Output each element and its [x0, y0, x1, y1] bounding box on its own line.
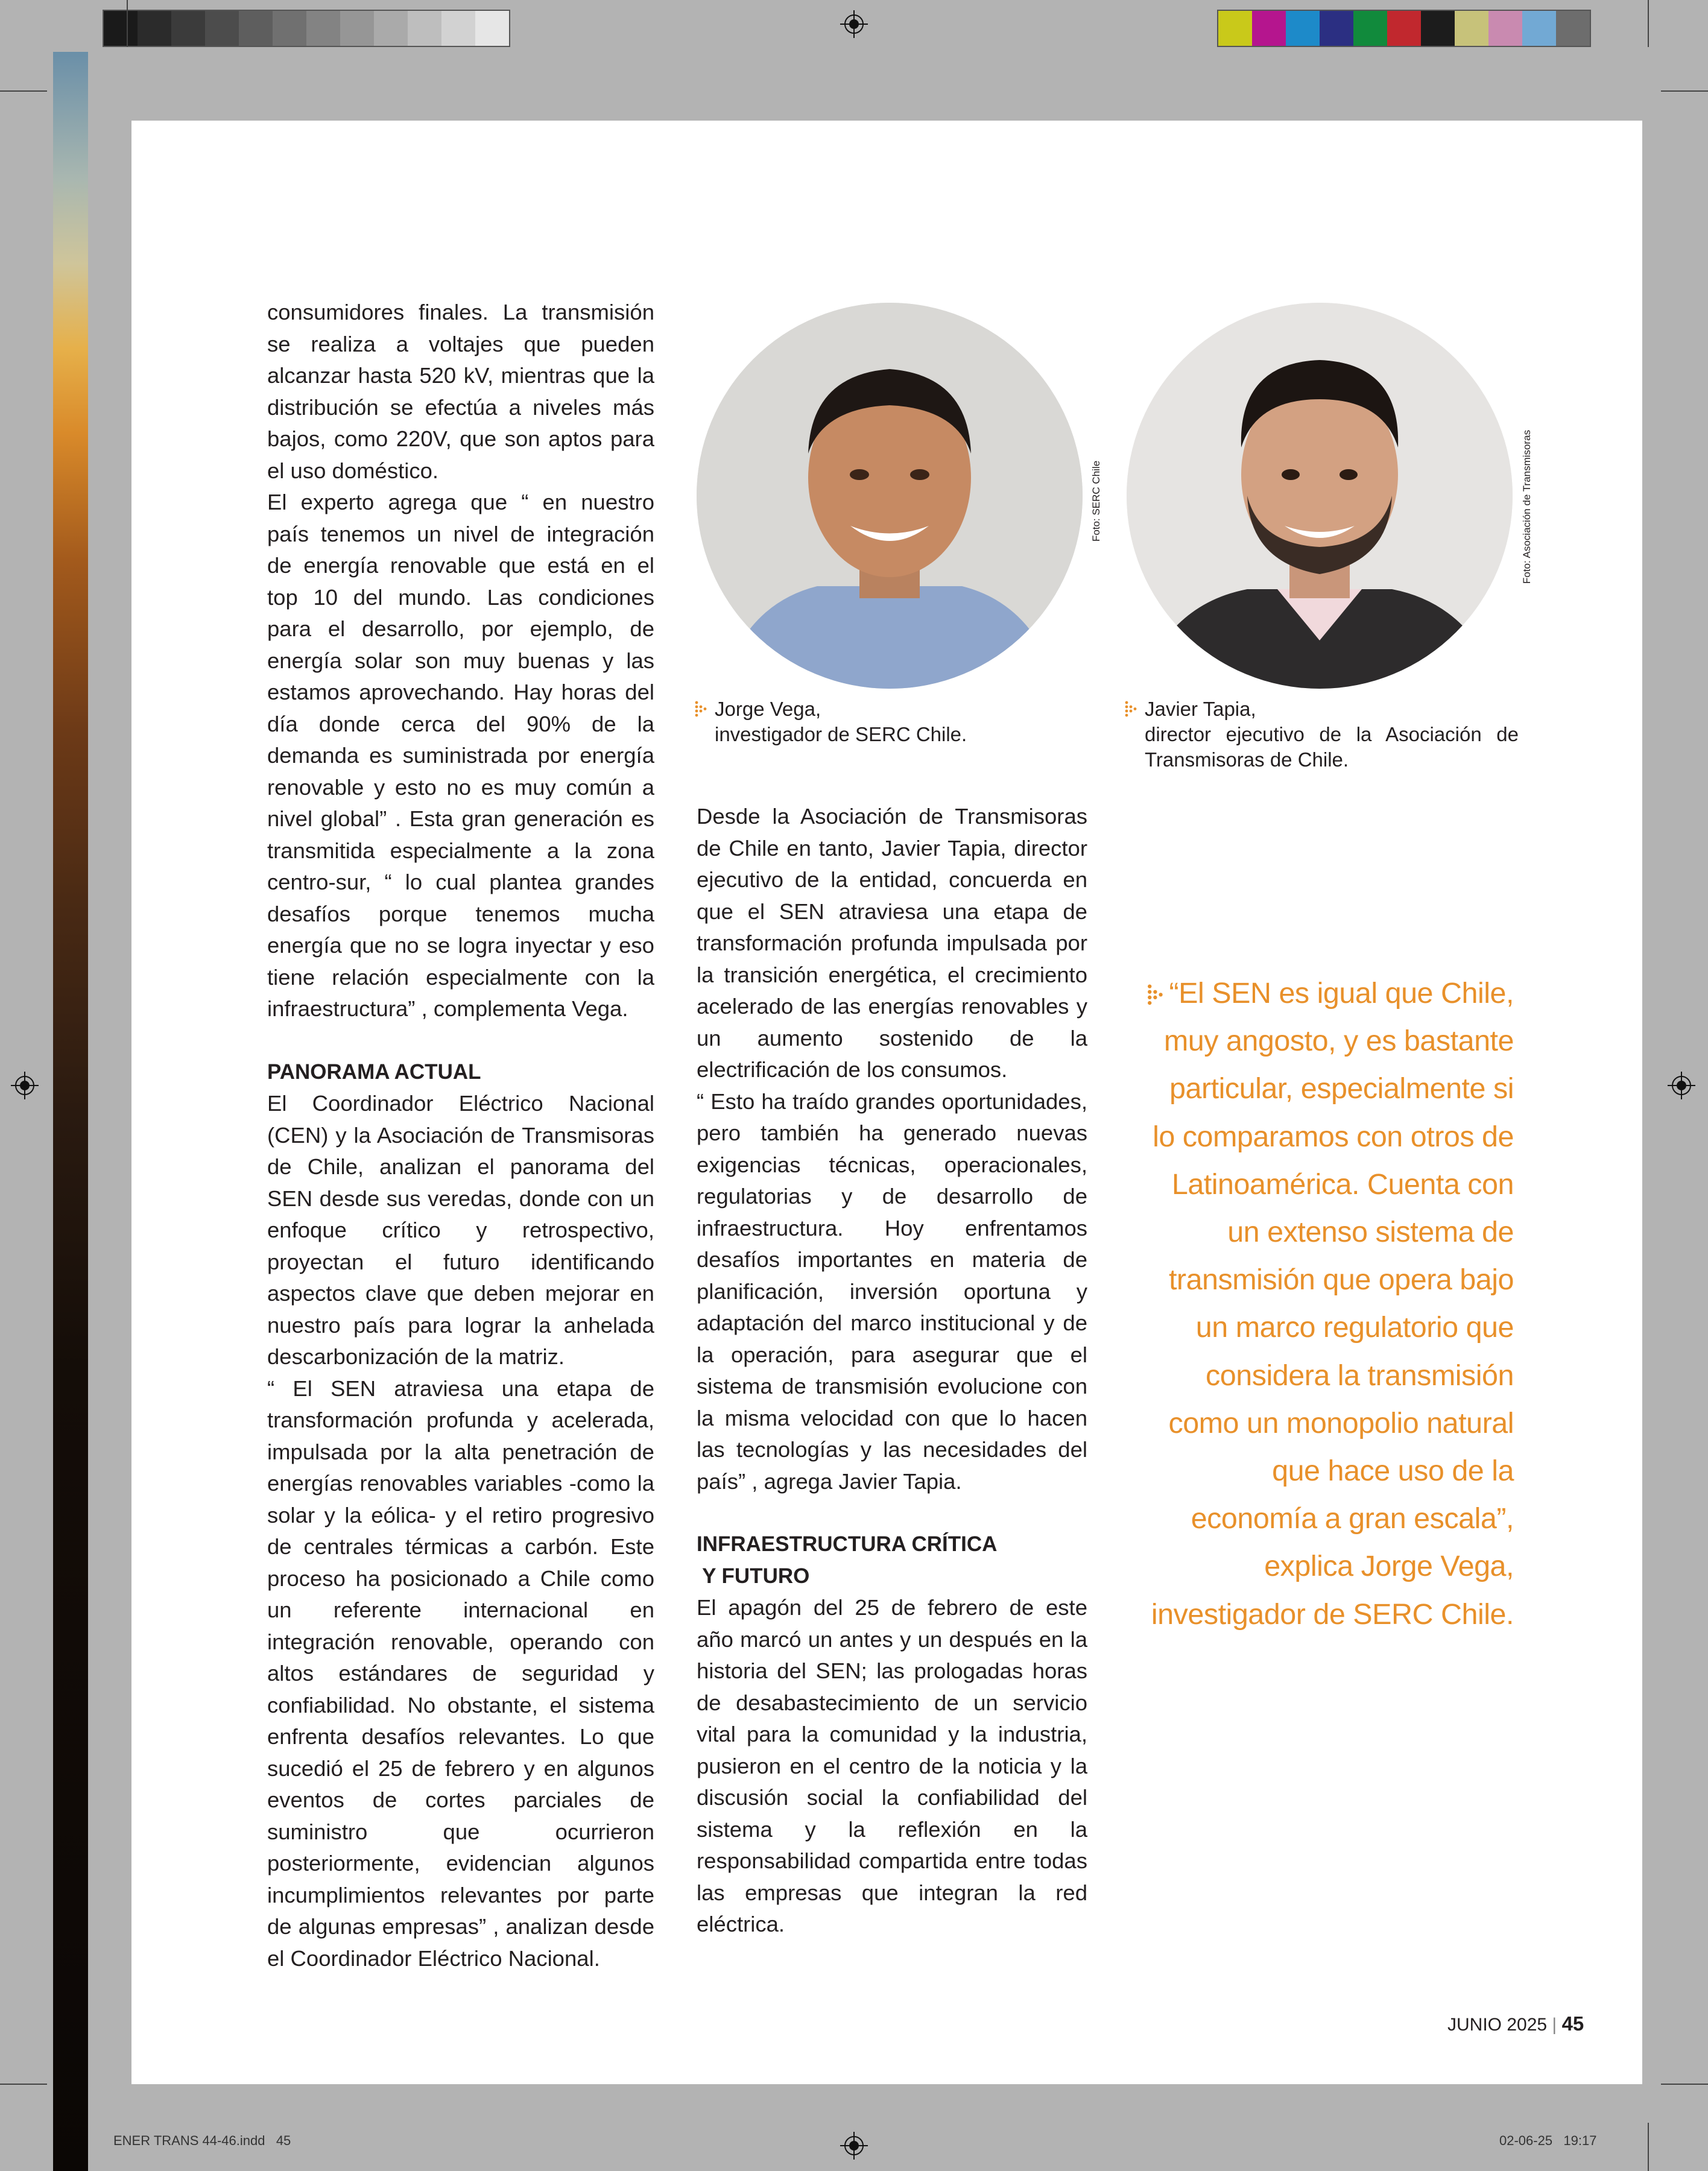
body-paragraph: “ El SEN atraviesa una etapa de transformación profunda y acelerada, impulsada por la alta penetración de energías renovables variables -como la solar y la eólica- y el retiro progresivo de centrales térmicas a carbón. Este proceso ha posicionado a Chile como un referente internacional en integración renovable, operando con altos estándares de seguridad y confiabilidad. No obstante, el sistema enfrenta desafíos relevantes. Lo que sucedió el 25 de febrero y en algunos eventos de cortes parciales de suministro que ocurrieron posteriormente, evidencian algunos incumplimientos relevantes por parte de algunas empresas” , analizan desde el Coordinador Eléctrico Nacional. — [267, 1376, 654, 1971]
crop-mark — [1648, 0, 1649, 47]
gray-swatch — [441, 11, 475, 46]
left-text-column — [267, 297, 654, 1974]
color-swatch — [1421, 11, 1455, 46]
crop-mark — [1661, 90, 1708, 92]
bleed-image-strip — [53, 52, 88, 2171]
body-paragraph: El Coordinador Eléctrico Nacional (CEN) y la Asociación de Transmisoras de Chile, analizan el panorama del SEN desde sus veredas, donde con un enfoque crítico y retrospectivo, proyectan el futuro identificando aspectos clave que deben mejorar en nuestro país para lograr la anhelada descarbonización de la matriz. — [267, 1091, 654, 1369]
section-heading: PANORAMA ACTUAL — [267, 1060, 481, 1084]
page-number: 45 — [1561, 2012, 1584, 2035]
crop-mark — [127, 0, 128, 47]
color-swatch — [1218, 11, 1252, 46]
dotted-arrow-icon — [1124, 700, 1140, 718]
gray-swatch — [239, 11, 273, 46]
gray-swatch — [104, 11, 138, 46]
gray-swatch — [475, 11, 509, 46]
section-heading — [697, 1529, 1087, 1592]
color-swatch — [1252, 11, 1286, 46]
slug-file: ENER TRANS 44-46.indd 45 — [113, 2133, 291, 2148]
color-calibration-bar — [1217, 10, 1591, 47]
section-heading-line: Y FUTURO — [697, 1564, 810, 1588]
crop-mark — [1661, 2084, 1708, 2085]
color-swatch — [1353, 11, 1387, 46]
gray-swatch — [374, 11, 408, 46]
gray-swatch — [340, 11, 374, 46]
body-paragraph: consumidores finales. La transmisión se realiza a voltajes que pueden alcanzar hasta 520 kV, mientras que la distribución se efectúa a niveles más bajos, como 220V, que son aptos para el uso doméstico. — [267, 300, 654, 483]
portrait-jorge-vega — [697, 303, 1083, 689]
gray-swatch — [205, 11, 239, 46]
registration-target-icon — [840, 10, 868, 38]
photo-caption — [1145, 697, 1519, 773]
color-swatch — [1320, 11, 1353, 46]
registration-target-icon — [1668, 1072, 1695, 1099]
photo-credit: Foto: SERC Chile — [1090, 460, 1102, 542]
issue-date: JUNIO 2025 — [1447, 2015, 1548, 2035]
gray-calibration-bar — [103, 10, 510, 47]
gray-swatch — [306, 11, 340, 46]
body-paragraph: El apagón del 25 de febrero de este año marcó un antes y un después en la historia del SEN; las prologadas horas de desabastecimiento de un servicio vital para la comunidad y la industria, pusieron en el centro de la noticia y la discusión social la confiabilidad del sistema y la reflexión en la responsabilidad compartida entre todas las empresas que integran la red eléctrica. — [697, 1595, 1087, 1936]
body-paragraph: “ Esto ha traído grandes oportunidades, pero también ha generado nuevas exigencias técnicas, operacionales, regulatorias y de desarrollo de infraestructura. Hoy enfrentamos desafíos importantes en materia de planificación, inversión oportuna y adaptación del marco institucional y de la operación, para asegurar que el sistema de transmisión evolucione con la misma velocidad con que lo hacen las tecnologías y las necesidades del país” , agrega Javier Tapia. — [697, 1089, 1087, 1494]
gray-swatch — [138, 11, 171, 46]
gray-swatch — [273, 11, 306, 46]
color-swatch — [1387, 11, 1421, 46]
crop-mark — [1648, 2123, 1649, 2171]
folio-separator: | — [1552, 2015, 1557, 2035]
body-paragraph: Desde la Asociación de Transmisoras de Chile en tanto, Javier Tapia, director ejecutivo de la entidad, concuerda en que el SEN atraviesa una etapa de transformación profunda impulsada por la transición energética, el crecimiento acelerado de las energías renovables y un aumento sostenido de la electrificación de los consumos. — [697, 804, 1087, 1082]
slug-date: 02-06-25 19:17 — [1499, 2133, 1597, 2148]
registration-target-icon — [840, 2132, 868, 2160]
middle-text-column — [697, 801, 1087, 1941]
photo-caption — [715, 697, 980, 747]
caption-role: investigador de SERC Chile. — [715, 723, 967, 745]
caption-name: Javier Tapia, — [1145, 698, 1256, 720]
crop-mark — [0, 2084, 47, 2085]
dotted-arrow-icon — [1147, 983, 1167, 1007]
color-swatch — [1455, 11, 1488, 46]
gray-swatch — [408, 11, 441, 46]
registration-target-icon — [11, 1072, 39, 1099]
page-folio — [1447, 2012, 1584, 2035]
body-paragraph: El experto agrega que “ en nuestro país tenemos un nivel de integración de energía renovable que está en el top 10 del mundo. Las condiciones para el desarrollo, por ejemplo, de energía solar son muy buenas y las estamos aprovechando. Hay horas del día donde cerca del 90% de la demanda es suministrada por energía renovable y esto no es muy común a nivel global” . Esta gran generación es transmitida especialmente a la zona centro-sur, “ lo cual plantea grandes desafíos porque tenemos mucha energía que no se logra inyectar y eso tiene relación especialmente con la infraestructura” , complementa Vega. — [267, 490, 654, 1021]
color-swatch — [1488, 11, 1522, 46]
gray-swatch — [171, 11, 205, 46]
portrait-javier-tapia — [1127, 303, 1513, 689]
color-swatch — [1556, 11, 1590, 46]
dotted-arrow-icon — [694, 700, 710, 718]
color-swatch — [1286, 11, 1320, 46]
section-heading-line: INFRAESTRUCTURA CRÍTICA — [697, 1532, 998, 1556]
pull-quote-text: “El SEN es igual que Chile, muy angosto, y es bastante particular, especialmente si lo comparamos con otros de Latinoamérica. Cuenta con un extenso sistema de transmisión que opera bajo un marco regulatorio que considera la transmisión como un monopolio natural que hace uso de la economía a gran escala”, explica Jorge Vega, investigador de SERC Chile. — [1151, 977, 1514, 1631]
color-swatch — [1522, 11, 1556, 46]
photo-credit: Foto: Asociación de Transmisoras — [1521, 429, 1532, 584]
pull-quote — [1140, 970, 1514, 1639]
crop-mark — [0, 90, 47, 92]
caption-name: Jorge Vega, — [715, 698, 821, 720]
caption-role: director ejecutivo de la Asociación de Transmisoras de Chile. — [1145, 723, 1519, 771]
